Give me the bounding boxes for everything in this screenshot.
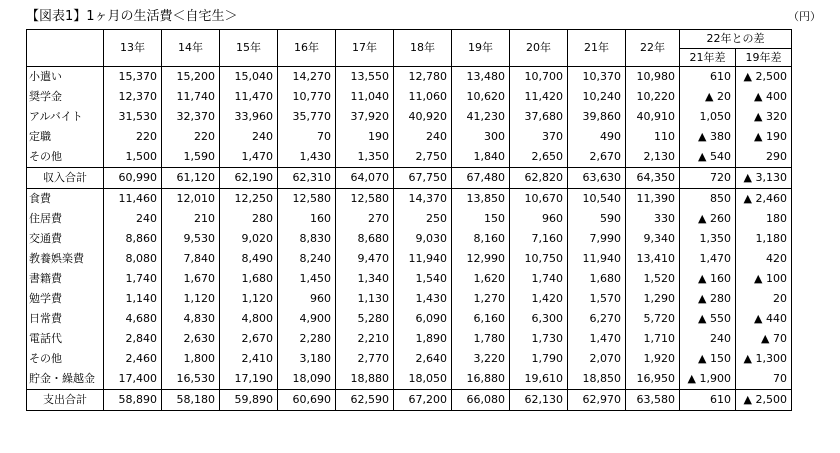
value-cell: 11,040 <box>336 87 394 107</box>
value-cell: 1,120 <box>162 289 220 309</box>
value-cell: 1,420 <box>510 289 568 309</box>
row-label: 小遣い <box>27 67 104 88</box>
diff-19-cell: ▲ 2,460 <box>736 189 792 210</box>
value-cell: 31,530 <box>104 107 162 127</box>
value-cell: 1,680 <box>220 269 278 289</box>
row-label: 教養娯楽費 <box>27 249 104 269</box>
year-header: 16年 <box>278 30 336 67</box>
diff-19-header: 19年差 <box>736 48 792 67</box>
value-cell: 6,090 <box>394 309 452 329</box>
value-cell: 63,630 <box>568 168 626 189</box>
value-cell: 9,030 <box>394 229 452 249</box>
year-header: 19年 <box>452 30 510 67</box>
value-cell: 9,470 <box>336 249 394 269</box>
value-cell: 1,920 <box>626 349 680 369</box>
value-cell: 5,280 <box>336 309 394 329</box>
corner-cell <box>27 30 104 67</box>
table-title: 【図表1】1ヶ月の生活費＜自宅生＞ <box>26 9 238 24</box>
value-cell: 40,910 <box>626 107 680 127</box>
diff-21-cell: ▲ 280 <box>680 289 736 309</box>
value-cell: 11,390 <box>626 189 680 210</box>
row-label: 書籍費 <box>27 269 104 289</box>
value-cell: 300 <box>452 127 510 147</box>
row-label: その他 <box>27 349 104 369</box>
row-label: 電話代 <box>27 329 104 349</box>
total-row <box>27 390 792 411</box>
value-cell: 370 <box>510 127 568 147</box>
diff-19-cell: 180 <box>736 209 792 229</box>
row-label: 日常費 <box>27 309 104 329</box>
value-cell: 60,990 <box>104 168 162 189</box>
value-cell: 3,220 <box>452 349 510 369</box>
diff-19-cell: ▲ 100 <box>736 269 792 289</box>
year-header: 18年 <box>394 30 452 67</box>
value-cell: 330 <box>626 209 680 229</box>
value-cell: 1,430 <box>394 289 452 309</box>
value-cell: 67,480 <box>452 168 510 189</box>
diff-19-cell: ▲ 1,300 <box>736 349 792 369</box>
table-row <box>27 209 792 229</box>
row-label: アルバイト <box>27 107 104 127</box>
value-cell: 62,130 <box>510 390 568 411</box>
value-cell: 12,780 <box>394 67 452 88</box>
year-header: 20年 <box>510 30 568 67</box>
row-label: 勉学費 <box>27 289 104 309</box>
value-cell: 2,640 <box>394 349 452 369</box>
value-cell: 210 <box>162 209 220 229</box>
value-cell: 1,470 <box>220 147 278 168</box>
value-cell: 6,270 <box>568 309 626 329</box>
value-cell: 1,840 <box>452 147 510 168</box>
value-cell: 1,890 <box>394 329 452 349</box>
value-cell: 2,670 <box>220 329 278 349</box>
value-cell: 62,190 <box>220 168 278 189</box>
diff-19-cell: ▲ 70 <box>736 329 792 349</box>
value-cell: 64,070 <box>336 168 394 189</box>
value-cell: 10,980 <box>626 67 680 88</box>
diff-21-cell: 610 <box>680 390 736 411</box>
diff-19-cell: 20 <box>736 289 792 309</box>
value-cell: 10,670 <box>510 189 568 210</box>
value-cell: 1,500 <box>104 147 162 168</box>
value-cell: 1,340 <box>336 269 394 289</box>
value-cell: 2,770 <box>336 349 394 369</box>
value-cell: 280 <box>220 209 278 229</box>
value-cell: 6,300 <box>510 309 568 329</box>
value-cell: 18,880 <box>336 369 394 390</box>
value-cell: 7,840 <box>162 249 220 269</box>
value-cell: 17,190 <box>220 369 278 390</box>
value-cell: 58,180 <box>162 390 220 411</box>
total-row <box>27 168 792 189</box>
value-cell: 35,770 <box>278 107 336 127</box>
value-cell: 1,790 <box>510 349 568 369</box>
value-cell: 2,840 <box>104 329 162 349</box>
year-header: 15年 <box>220 30 278 67</box>
value-cell: 8,160 <box>452 229 510 249</box>
value-cell: 1,620 <box>452 269 510 289</box>
diff-21-cell: 240 <box>680 329 736 349</box>
value-cell: 14,370 <box>394 189 452 210</box>
value-cell: 240 <box>220 127 278 147</box>
value-cell: 2,280 <box>278 329 336 349</box>
value-cell: 1,590 <box>162 147 220 168</box>
diff-19-cell: ▲ 320 <box>736 107 792 127</box>
value-cell: 10,370 <box>568 67 626 88</box>
value-cell: 67,750 <box>394 168 452 189</box>
value-cell: 4,680 <box>104 309 162 329</box>
value-cell: 10,540 <box>568 189 626 210</box>
diff-21-cell: 1,470 <box>680 249 736 269</box>
diff-21-cell: 610 <box>680 67 736 88</box>
diff-19-cell: 290 <box>736 147 792 168</box>
value-cell: 10,620 <box>452 87 510 107</box>
value-cell: 16,530 <box>162 369 220 390</box>
value-cell: 62,310 <box>278 168 336 189</box>
diff-group-header: 22年との差 <box>680 30 792 49</box>
row-label: 支出合計 <box>27 390 104 411</box>
value-cell: 150 <box>452 209 510 229</box>
value-cell: 33,960 <box>220 107 278 127</box>
value-cell: 12,010 <box>162 189 220 210</box>
value-cell: 17,400 <box>104 369 162 390</box>
value-cell: 1,780 <box>452 329 510 349</box>
value-cell: 110 <box>626 127 680 147</box>
diff-19-cell: 420 <box>736 249 792 269</box>
table-row <box>27 67 792 88</box>
diff-19-cell: ▲ 3,130 <box>736 168 792 189</box>
value-cell: 1,290 <box>626 289 680 309</box>
value-cell: 4,830 <box>162 309 220 329</box>
value-cell: 7,990 <box>568 229 626 249</box>
value-cell: 12,370 <box>104 87 162 107</box>
value-cell: 13,480 <box>452 67 510 88</box>
diff-21-cell: ▲ 540 <box>680 147 736 168</box>
value-cell: 250 <box>394 209 452 229</box>
unit-label: （円） <box>788 10 821 23</box>
value-cell: 190 <box>336 127 394 147</box>
value-cell: 1,130 <box>336 289 394 309</box>
value-cell: 10,220 <box>626 87 680 107</box>
value-cell: 67,200 <box>394 390 452 411</box>
value-cell: 62,590 <box>336 390 394 411</box>
value-cell: 10,770 <box>278 87 336 107</box>
row-label: 食費 <box>27 189 104 210</box>
value-cell: 960 <box>510 209 568 229</box>
value-cell: 590 <box>568 209 626 229</box>
year-header: 17年 <box>336 30 394 67</box>
table-row <box>27 147 792 168</box>
value-cell: 1,540 <box>394 269 452 289</box>
row-label: 収入合計 <box>27 168 104 189</box>
table-header <box>27 30 792 67</box>
year-header: 21年 <box>568 30 626 67</box>
value-cell: 15,370 <box>104 67 162 88</box>
value-cell: 2,630 <box>162 329 220 349</box>
table-row <box>27 329 792 349</box>
value-cell: 37,680 <box>510 107 568 127</box>
value-cell: 11,470 <box>220 87 278 107</box>
value-cell: 8,080 <box>104 249 162 269</box>
value-cell: 1,670 <box>162 269 220 289</box>
value-cell: 59,890 <box>220 390 278 411</box>
value-cell: 1,450 <box>278 269 336 289</box>
value-cell: 8,830 <box>278 229 336 249</box>
value-cell: 1,350 <box>336 147 394 168</box>
value-cell: 19,610 <box>510 369 568 390</box>
row-label: 奨学金 <box>27 87 104 107</box>
table-row <box>27 229 792 249</box>
value-cell: 10,700 <box>510 67 568 88</box>
value-cell: 240 <box>104 209 162 229</box>
value-cell: 32,370 <box>162 107 220 127</box>
diff-21-cell: ▲ 160 <box>680 269 736 289</box>
row-label: 貯金・繰越金 <box>27 369 104 390</box>
value-cell: 14,270 <box>278 67 336 88</box>
value-cell: 2,750 <box>394 147 452 168</box>
value-cell: 960 <box>278 289 336 309</box>
table-row <box>27 249 792 269</box>
value-cell: 39,860 <box>568 107 626 127</box>
value-cell: 1,570 <box>568 289 626 309</box>
table-row <box>27 309 792 329</box>
value-cell: 58,890 <box>104 390 162 411</box>
diff-19-cell: 70 <box>736 369 792 390</box>
value-cell: 7,160 <box>510 229 568 249</box>
value-cell: 220 <box>104 127 162 147</box>
value-cell: 1,470 <box>568 329 626 349</box>
value-cell: 1,680 <box>568 269 626 289</box>
value-cell: 11,060 <box>394 87 452 107</box>
value-cell: 41,230 <box>452 107 510 127</box>
table-body <box>27 67 792 411</box>
value-cell: 1,730 <box>510 329 568 349</box>
diff-21-cell: ▲ 1,900 <box>680 369 736 390</box>
value-cell: 60,690 <box>278 390 336 411</box>
value-cell: 11,940 <box>568 249 626 269</box>
value-cell: 10,240 <box>568 87 626 107</box>
value-cell: 18,090 <box>278 369 336 390</box>
table-row <box>27 269 792 289</box>
value-cell: 37,920 <box>336 107 394 127</box>
value-cell: 1,430 <box>278 147 336 168</box>
value-cell: 18,850 <box>568 369 626 390</box>
value-cell: 160 <box>278 209 336 229</box>
diff-21-cell: 1,350 <box>680 229 736 249</box>
diff-19-cell: ▲ 400 <box>736 87 792 107</box>
value-cell: 12,580 <box>336 189 394 210</box>
value-cell: 12,250 <box>220 189 278 210</box>
diff-21-cell: ▲ 150 <box>680 349 736 369</box>
diff-19-cell: ▲ 190 <box>736 127 792 147</box>
value-cell: 13,550 <box>336 67 394 88</box>
diff-21-cell: 850 <box>680 189 736 210</box>
value-cell: 3,180 <box>278 349 336 369</box>
value-cell: 490 <box>568 127 626 147</box>
value-cell: 18,050 <box>394 369 452 390</box>
value-cell: 62,970 <box>568 390 626 411</box>
value-cell: 40,920 <box>394 107 452 127</box>
value-cell: 61,120 <box>162 168 220 189</box>
value-cell: 11,740 <box>162 87 220 107</box>
value-cell: 8,860 <box>104 229 162 249</box>
table-row <box>27 369 792 390</box>
diff-19-cell: 1,180 <box>736 229 792 249</box>
value-cell: 4,800 <box>220 309 278 329</box>
value-cell: 9,340 <box>626 229 680 249</box>
value-cell: 15,040 <box>220 67 278 88</box>
value-cell: 1,520 <box>626 269 680 289</box>
table-row <box>27 289 792 309</box>
value-cell: 16,950 <box>626 369 680 390</box>
diff-21-cell: ▲ 380 <box>680 127 736 147</box>
year-header: 22年 <box>626 30 680 67</box>
diff-21-cell: ▲ 550 <box>680 309 736 329</box>
value-cell: 1,140 <box>104 289 162 309</box>
diff-19-cell: ▲ 2,500 <box>736 67 792 88</box>
value-cell: 63,580 <box>626 390 680 411</box>
value-cell: 4,900 <box>278 309 336 329</box>
value-cell: 12,580 <box>278 189 336 210</box>
value-cell: 15,200 <box>162 67 220 88</box>
value-cell: 2,410 <box>220 349 278 369</box>
value-cell: 240 <box>394 127 452 147</box>
value-cell: 16,880 <box>452 369 510 390</box>
table-row <box>27 107 792 127</box>
value-cell: 9,530 <box>162 229 220 249</box>
value-cell: 6,160 <box>452 309 510 329</box>
diff-21-cell: 720 <box>680 168 736 189</box>
diff-21-cell: 1,050 <box>680 107 736 127</box>
living-expenses-table <box>26 29 792 411</box>
table-row <box>27 127 792 147</box>
value-cell: 62,820 <box>510 168 568 189</box>
value-cell: 1,710 <box>626 329 680 349</box>
value-cell: 2,130 <box>626 147 680 168</box>
year-header: 13年 <box>104 30 162 67</box>
value-cell: 13,410 <box>626 249 680 269</box>
value-cell: 2,650 <box>510 147 568 168</box>
diff-21-cell: ▲ 260 <box>680 209 736 229</box>
diff-19-cell: ▲ 2,500 <box>736 390 792 411</box>
value-cell: 64,350 <box>626 168 680 189</box>
value-cell: 70 <box>278 127 336 147</box>
value-cell: 2,670 <box>568 147 626 168</box>
value-cell: 11,460 <box>104 189 162 210</box>
value-cell: 1,800 <box>162 349 220 369</box>
diff-21-cell: ▲ 20 <box>680 87 736 107</box>
value-cell: 1,120 <box>220 289 278 309</box>
row-label: 交通費 <box>27 229 104 249</box>
row-label: 住居費 <box>27 209 104 229</box>
value-cell: 12,990 <box>452 249 510 269</box>
value-cell: 8,680 <box>336 229 394 249</box>
value-cell: 2,210 <box>336 329 394 349</box>
year-header: 14年 <box>162 30 220 67</box>
value-cell: 2,070 <box>568 349 626 369</box>
value-cell: 2,460 <box>104 349 162 369</box>
row-label: 定職 <box>27 127 104 147</box>
value-cell: 5,720 <box>626 309 680 329</box>
value-cell: 9,020 <box>220 229 278 249</box>
table-row <box>27 349 792 369</box>
value-cell: 11,940 <box>394 249 452 269</box>
value-cell: 13,850 <box>452 189 510 210</box>
value-cell: 8,240 <box>278 249 336 269</box>
row-label: その他 <box>27 147 104 168</box>
value-cell: 10,750 <box>510 249 568 269</box>
value-cell: 1,740 <box>510 269 568 289</box>
value-cell: 220 <box>162 127 220 147</box>
value-cell: 66,080 <box>452 390 510 411</box>
diff-21-header: 21年差 <box>680 48 736 67</box>
value-cell: 270 <box>336 209 394 229</box>
value-cell: 11,420 <box>510 87 568 107</box>
value-cell: 1,270 <box>452 289 510 309</box>
value-cell: 8,490 <box>220 249 278 269</box>
table-row <box>27 87 792 107</box>
diff-19-cell: ▲ 440 <box>736 309 792 329</box>
table-row <box>27 189 792 210</box>
value-cell: 1,740 <box>104 269 162 289</box>
